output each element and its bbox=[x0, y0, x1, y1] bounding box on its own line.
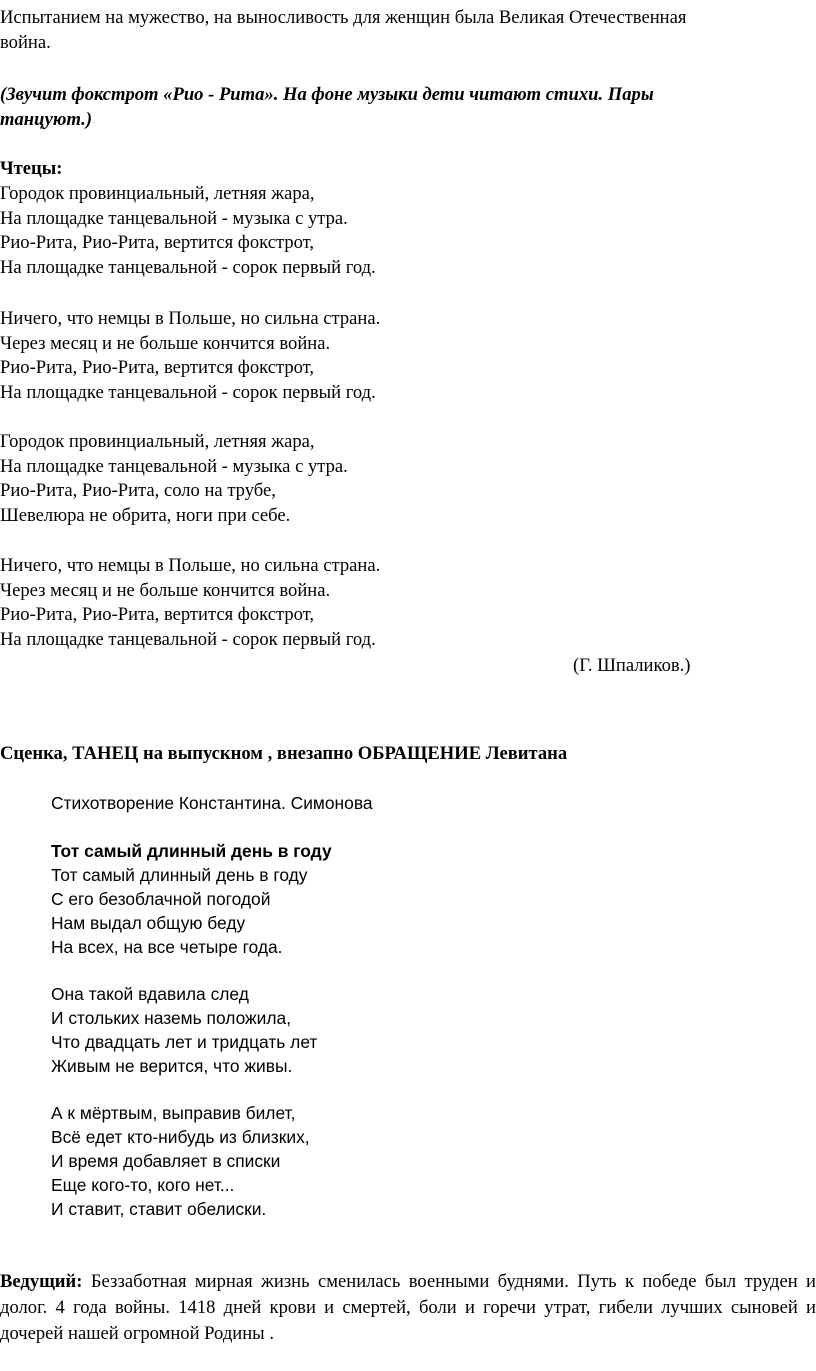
intro-line-1: Испытанием на мужество, на выносливость для женщин была Великая Отечественная bbox=[0, 7, 687, 28]
poem-line: На площадке танцевальной - музыка с утра. bbox=[0, 455, 348, 477]
poem-line: Еще кого-то, кого нет... bbox=[51, 1175, 235, 1195]
poem-simonov-stanza-1 bbox=[51, 839, 332, 959]
poem-line: Рио-Рита, Рио-Рита, соло на трубе, bbox=[0, 480, 276, 501]
poem-line: Городок провинциальный, летняя жара, bbox=[0, 431, 315, 452]
poem-line: И стольких наземь положила, bbox=[51, 1008, 292, 1028]
host-paragraph bbox=[0, 1269, 816, 1347]
poem-author: (Г. Шпаликов.) bbox=[573, 655, 691, 676]
poem-line: На площадке танцевальной - музыка с утра. bbox=[0, 207, 348, 229]
poem-shpalikov-stanza-3 bbox=[0, 430, 348, 528]
stage-direction bbox=[0, 83, 654, 132]
poem-line: Рио-Рита, Рио-Рита, вертится фокстрот, bbox=[0, 604, 315, 625]
poem-line: Она такой вдавила след bbox=[51, 984, 249, 1004]
poem-line: Рио-Рита, Рио-Рита, вертится фокстрот, bbox=[0, 232, 315, 253]
poem-line: Что двадцать лет и тридцать лет bbox=[51, 1032, 318, 1052]
poem-line: С его безоблачной погодой bbox=[51, 889, 271, 909]
poem-line: Через месяц и не больше кончится война. bbox=[0, 579, 331, 601]
stage-direction-line-1: (Звучит фокстрот «Рио - Рита». На фоне музыки дети читают стихи. Пары bbox=[0, 84, 654, 105]
intro-line-2: война. bbox=[0, 31, 51, 53]
poem-line: На площадке танцевальной - сорок первый год. bbox=[0, 628, 376, 650]
poem-shpalikov-stanza-4 bbox=[0, 554, 380, 652]
poem-line: И ставит, ставит обелиски. bbox=[51, 1199, 267, 1219]
readers-heading: Чтецы: bbox=[0, 158, 63, 179]
poem-line: Городок провинциальный, летняя жара, bbox=[0, 183, 315, 204]
poem-line: А к мёртвым, выправив билет, bbox=[51, 1103, 296, 1123]
poem-line: Шевелюра не обрита, ноги при себе. bbox=[0, 504, 291, 526]
scene-heading: Сценка, ТАНЕЦ на выпускном , внезапно ОБРАЩЕНИЕ Левитана bbox=[0, 743, 568, 764]
poem-line: Тот самый длинный день в году bbox=[51, 865, 308, 885]
stage-direction-line-2: танцуют.) bbox=[0, 108, 93, 130]
poem-line: И время добавляет в списки bbox=[51, 1151, 281, 1171]
poem-shpalikov-stanza-1 bbox=[0, 182, 376, 280]
poem-simonov-intro: Стихотворение Константина. Симонова bbox=[51, 793, 373, 813]
poem-title: Тот самый длинный день в году bbox=[51, 841, 332, 861]
poem-line: На площадке танцевальной - сорок первый год. bbox=[0, 256, 376, 278]
poem-line: На всех, на все четыре года. bbox=[51, 937, 283, 957]
poem-line: Ничего, что немцы в Польше, но сильна страна. bbox=[0, 308, 381, 329]
poem-simonov-stanza-3 bbox=[51, 1101, 310, 1221]
poem-line: Рио-Рита, Рио-Рита, вертится фокстрот, bbox=[0, 357, 315, 378]
intro-paragraph bbox=[0, 6, 686, 55]
poem-line: Нам выдал общую беду bbox=[51, 913, 246, 933]
host-text: Беззаботная мирная жизнь сменилась военными буднями. Путь к победе был труден и долог. 4 года войны. 1418 дней крови и смертей, боли и горечи утрат, гибели лучших сыновей и дочерей нашей огромной Родины . bbox=[0, 1271, 816, 1344]
poem-line: Ничего, что немцы в Польше, но сильна страна. bbox=[0, 555, 381, 576]
host-label: Ведущий: bbox=[0, 1271, 83, 1292]
poem-shpalikov-stanza-2 bbox=[0, 307, 380, 405]
poem-line: Живым не верится, что живы. bbox=[51, 1056, 293, 1076]
poem-line: Всё едет кто-нибудь из близких, bbox=[51, 1127, 310, 1147]
poem-line: Через месяц и не больше кончится война. bbox=[0, 332, 331, 354]
poem-line: На площадке танцевальной - сорок первый год. bbox=[0, 381, 376, 403]
poem-simonov-stanza-2 bbox=[51, 982, 317, 1078]
